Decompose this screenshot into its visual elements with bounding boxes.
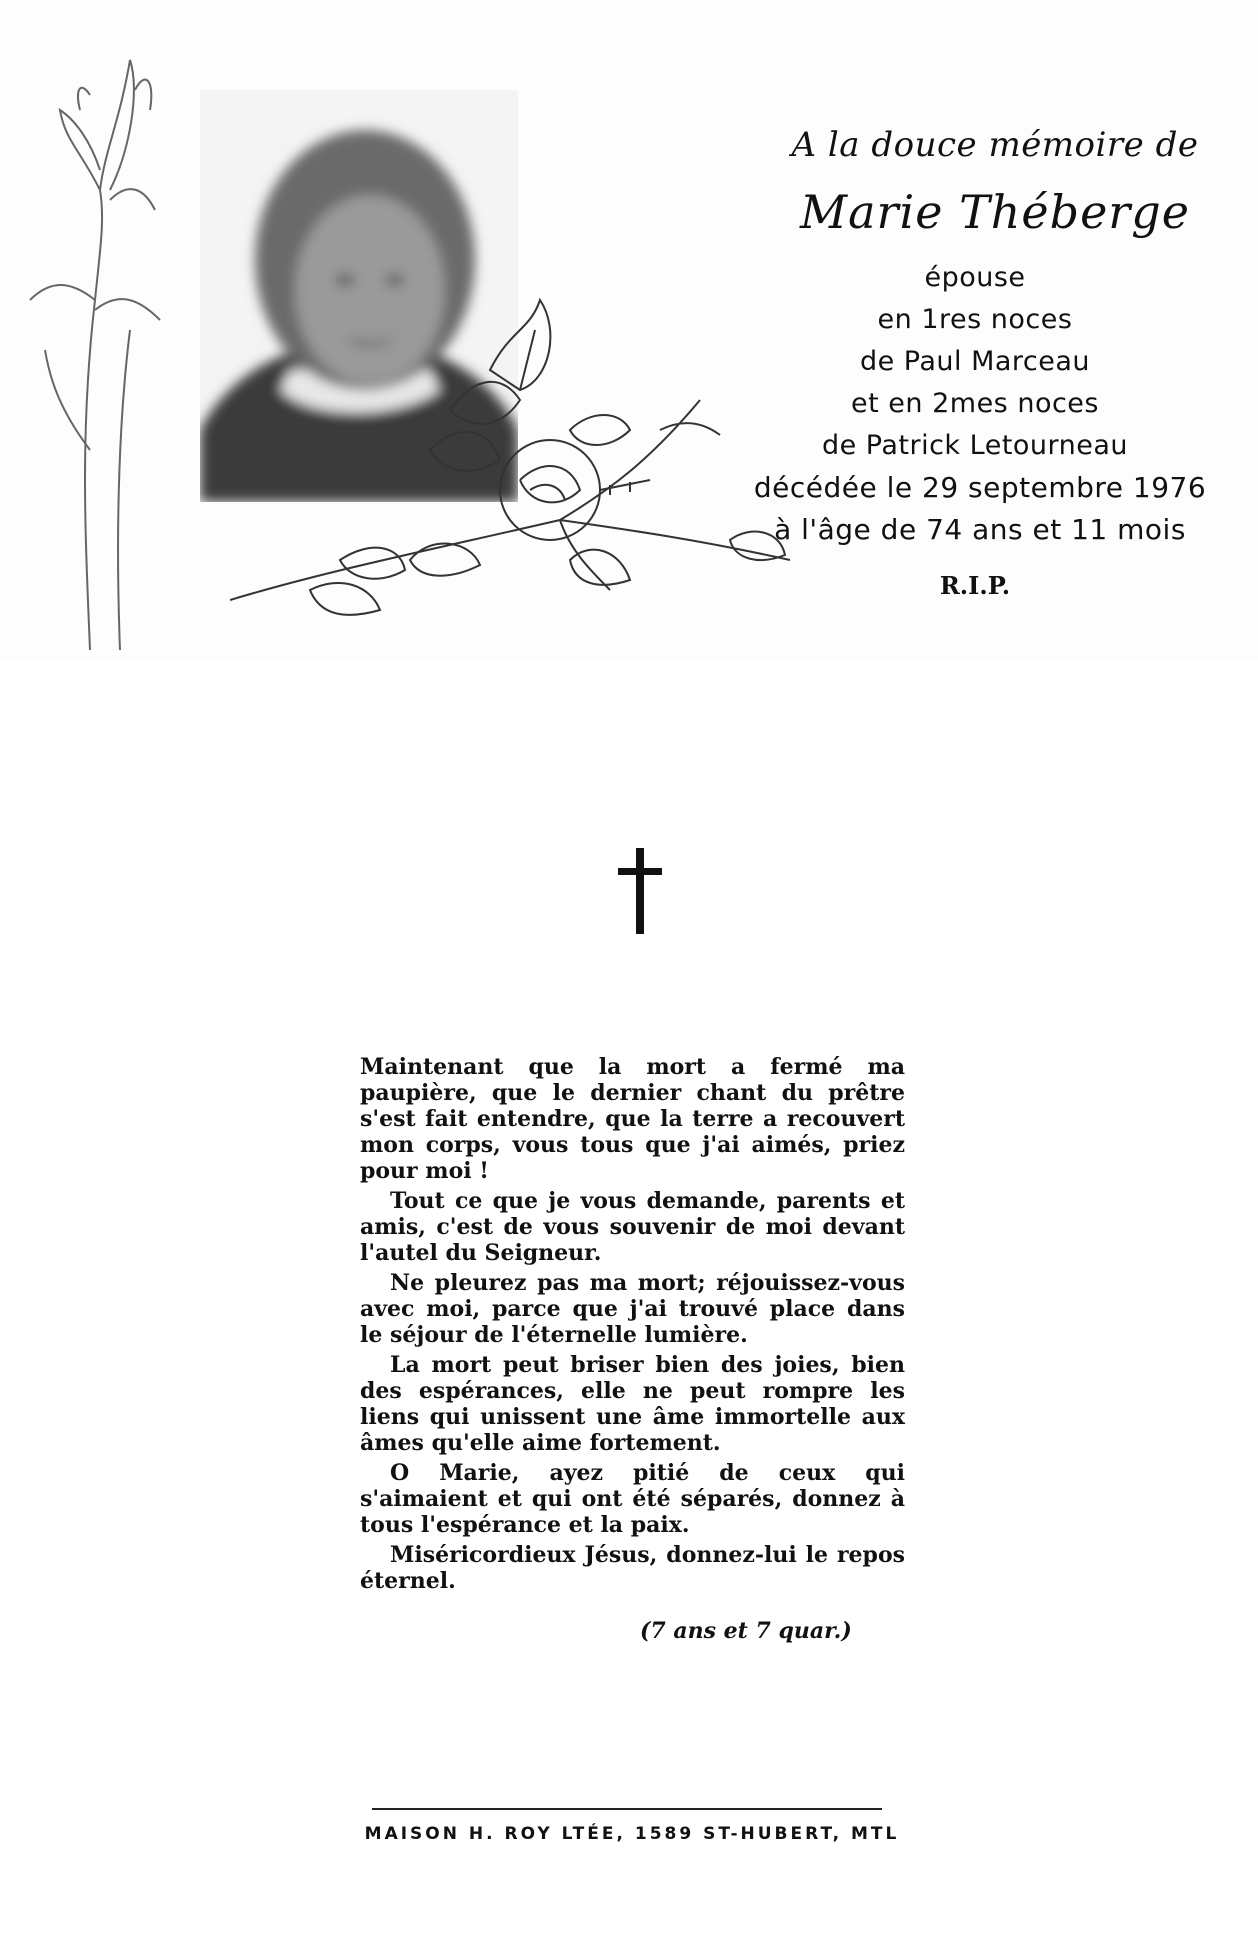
prayer-paragraph: Ne pleurez pas ma mort; réjouissez-vous avec moi, parce que j'ai trouvé place dans le séjour de l'éternelle lumière. [360, 1270, 905, 1348]
prayer-paragraph: Maintenant que la mort a fermé ma paupière, que le dernier chant du prêtre s'est fait entendre, que la terre a recouvert mon corps, vous tous que j'ai aimés, priez pour moi ! [360, 1054, 905, 1184]
rip-text: R.I.P. [939, 571, 1011, 600]
first-marriage-label: en 1res noces [877, 304, 1073, 335]
second-spouse-name: de Patrick Letourneau [821, 430, 1129, 461]
memorial-card-front [0, 0, 1258, 660]
cross-icon [615, 848, 665, 934]
prayer-paragraph: O Marie, ayez pitié de ceux qui s'aimaient et qui ont été séparés, donnez à tous l'espérance et la paix. [360, 1460, 905, 1538]
death-date: décédée le 29 septembre 1976 [753, 471, 1207, 504]
printer-imprint: MAISON H. ROY LTÉE, 1589 ST-HUBERT, MTL [364, 1824, 900, 1844]
deceased-name: Marie Théberge [800, 185, 1190, 239]
spouse-label: épouse [924, 262, 1026, 293]
prayer-text [360, 1054, 905, 1598]
memorial-intro: A la douce mémoire de [791, 125, 1199, 165]
first-spouse-name: de Paul Marceau [859, 346, 1091, 377]
second-marriage-label: et en 2mes noces [851, 388, 1099, 419]
lily-illustration [20, 50, 170, 650]
age-at-death: à l'âge de 74 ans et 11 mois [774, 513, 1186, 546]
prayer-paragraph: Tout ce que je vous demande, parents et amis, c'est de vous souvenir de moi devant l'autel du Seigneur. [360, 1188, 905, 1266]
prayer-paragraph: La mort peut briser bien des joies, bien des espérances, elle ne peut rompre les liens qui unissent une âme immortelle aux âmes qu'elle aime fortement. [360, 1352, 905, 1456]
footer-divider [372, 1808, 882, 1810]
prayer-paragraph: Miséricordieux Jésus, donnez-lui le repos éternel. [360, 1542, 905, 1594]
memorial-text-block [740, 125, 1210, 600]
indulgence-note: (7 ans et 7 quar.) [640, 1618, 852, 1644]
